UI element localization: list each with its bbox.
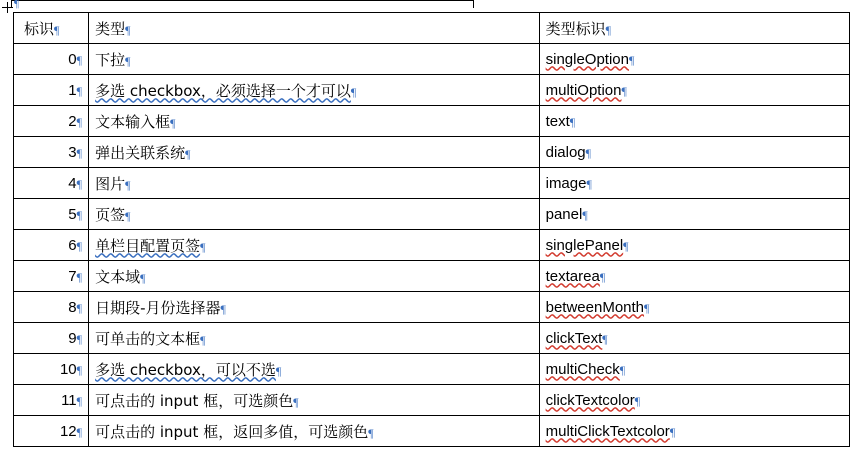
cell-id: 6¶ bbox=[14, 230, 89, 261]
cell-typekey: singlePanel¶ bbox=[539, 230, 849, 261]
table-row bbox=[14, 106, 850, 137]
paragraph-mark: ¶ bbox=[629, 52, 635, 67]
paragraph-mark: ¶ bbox=[293, 394, 299, 409]
paragraph-mark: ¶ bbox=[200, 332, 206, 347]
cell-type: 图片¶ bbox=[89, 168, 540, 199]
paragraph-mark: ¶ bbox=[76, 331, 83, 346]
cell-type: 文本域¶ bbox=[89, 261, 540, 292]
paragraph-mark: ¶ bbox=[599, 269, 606, 284]
cell-id: 1¶ bbox=[14, 75, 89, 106]
paragraph-mark: ¶ bbox=[76, 207, 83, 222]
paragraph-mark: ¶ bbox=[185, 146, 191, 161]
paragraph-mark: ¶ bbox=[76, 424, 83, 439]
paragraph-mark: ¶ bbox=[76, 83, 83, 98]
cell-typekey: clickText¶ bbox=[539, 323, 849, 354]
paragraph-mark: ¶ bbox=[170, 115, 176, 130]
table-row bbox=[14, 354, 850, 385]
paragraph-mark: ¶ bbox=[76, 362, 83, 377]
paragraph-mark: ¶ bbox=[602, 331, 608, 346]
cell-type: 页签¶ bbox=[89, 199, 540, 230]
header-cell-type: 类型¶ bbox=[89, 13, 540, 44]
table-body bbox=[14, 13, 850, 447]
paragraph-mark: ¶ bbox=[585, 145, 592, 160]
paragraph-mark: ¶ bbox=[623, 238, 629, 253]
header-cell-id: 标识¶ bbox=[14, 13, 89, 44]
cell-id: 9¶ bbox=[14, 323, 89, 354]
paragraph-mark: ¶ bbox=[125, 53, 131, 68]
table-row bbox=[14, 168, 850, 199]
paragraph-mark: ¶ bbox=[76, 269, 83, 284]
table-row bbox=[14, 199, 850, 230]
cell-type: 多选 checkbox，必须选择一个才可以¶ bbox=[89, 75, 540, 106]
table-row bbox=[14, 137, 850, 168]
paragraph-mark: ¶ bbox=[644, 300, 650, 315]
cell-id: 3¶ bbox=[14, 137, 89, 168]
paragraph-mark: ¶ bbox=[76, 145, 83, 160]
cell-typekey: image¶ bbox=[539, 168, 849, 199]
cell-type: 日期段-月份选择器¶ bbox=[89, 292, 540, 323]
paragraph-mark: ¶ bbox=[220, 301, 226, 316]
paragraph-mark: ¶ bbox=[619, 362, 626, 377]
paragraph-mark-top: ¶ bbox=[14, 0, 19, 10]
component-type-table bbox=[13, 12, 850, 447]
cell-id: 12¶ bbox=[14, 416, 89, 447]
cell-id: 4¶ bbox=[14, 168, 89, 199]
cell-typekey: clickTextcolor¶ bbox=[539, 385, 849, 416]
cell-id: 10¶ bbox=[14, 354, 89, 385]
cell-typekey: multiOption¶ bbox=[539, 75, 849, 106]
cell-type: 弹出关联系统¶ bbox=[89, 137, 540, 168]
paragraph-mark: ¶ bbox=[275, 363, 282, 378]
table-row bbox=[14, 230, 850, 261]
cell-type: 多选 checkbox，可以不选¶ bbox=[89, 354, 540, 385]
paragraph-mark: ¶ bbox=[125, 208, 131, 223]
table-row bbox=[14, 261, 850, 292]
header-cell-typekey: 类型标识¶ bbox=[539, 13, 849, 44]
paragraph-mark: ¶ bbox=[621, 83, 627, 98]
cell-type: 可点击的 input 框，可选颜色¶ bbox=[89, 385, 540, 416]
cell-type: 文本输入框¶ bbox=[89, 106, 540, 137]
cell-id: 0¶ bbox=[14, 44, 89, 75]
cell-typekey: singleOption¶ bbox=[539, 44, 849, 75]
paragraph-mark: ¶ bbox=[569, 114, 576, 129]
document-top-line bbox=[12, 0, 473, 1]
paragraph-mark: ¶ bbox=[368, 425, 374, 440]
cell-typekey: textarea¶ bbox=[539, 261, 849, 292]
cell-type: 可点击的 input 框，返回多值，可选颜色¶ bbox=[89, 416, 540, 447]
paragraph-mark: ¶ bbox=[76, 393, 83, 408]
paragraph-mark: ¶ bbox=[76, 238, 83, 253]
paragraph-mark: ¶ bbox=[54, 22, 60, 37]
document-top-border bbox=[11, 0, 474, 8]
paragraph-mark: ¶ bbox=[634, 393, 641, 408]
cell-typekey: panel¶ bbox=[539, 199, 849, 230]
paragraph-mark: ¶ bbox=[586, 176, 592, 191]
table-row bbox=[14, 323, 850, 354]
table-row bbox=[14, 385, 850, 416]
table-header-row bbox=[14, 13, 850, 44]
cell-typekey: multiCheck¶ bbox=[539, 354, 849, 385]
cell-typekey: text¶ bbox=[539, 106, 849, 137]
cell-type: 下拉¶ bbox=[89, 44, 540, 75]
table-row bbox=[14, 75, 850, 106]
cell-type: 单栏目配置页签¶ bbox=[89, 230, 540, 261]
paragraph-mark: ¶ bbox=[76, 176, 83, 191]
table-row bbox=[14, 292, 850, 323]
table-row bbox=[14, 416, 850, 447]
cell-typekey: betweenMonth¶ bbox=[539, 292, 849, 323]
paragraph-mark: ¶ bbox=[76, 114, 83, 129]
cell-id: 11¶ bbox=[14, 385, 89, 416]
paragraph-mark: ¶ bbox=[669, 424, 676, 439]
table-row bbox=[14, 44, 850, 75]
cell-id: 5¶ bbox=[14, 199, 89, 230]
paragraph-mark: ¶ bbox=[350, 84, 357, 99]
paragraph-mark: ¶ bbox=[76, 300, 83, 315]
paragraph-mark: ¶ bbox=[125, 22, 131, 37]
paragraph-mark: ¶ bbox=[76, 52, 83, 67]
cell-typekey: multiClickTextcolor¶ bbox=[539, 416, 849, 447]
cell-typekey: dialog¶ bbox=[539, 137, 849, 168]
cell-id: 2¶ bbox=[14, 106, 89, 137]
cell-type: 可单击的文本框¶ bbox=[89, 323, 540, 354]
cell-id: 8¶ bbox=[14, 292, 89, 323]
paragraph-mark: ¶ bbox=[140, 270, 146, 285]
cell-id: 7¶ bbox=[14, 261, 89, 292]
paragraph-mark: ¶ bbox=[605, 22, 612, 37]
paragraph-mark: ¶ bbox=[125, 177, 131, 192]
paragraph-mark: ¶ bbox=[200, 239, 206, 254]
paragraph-mark: ¶ bbox=[582, 207, 588, 222]
